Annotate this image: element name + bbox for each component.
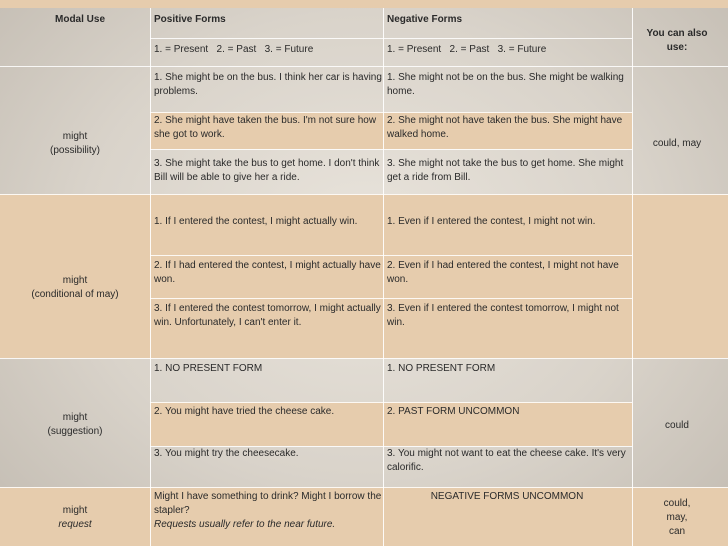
grid-hline (0, 66, 728, 67)
suggestion-positive-2: 2. You might have tried the cheese cake. (154, 406, 335, 417)
conditional-negative-2: 2. Even if I had entered the contest, I might not have won. (387, 260, 619, 285)
suggestion-positive-1: 1. NO PRESENT FORM (154, 363, 263, 374)
conditional-positive-1: 1. If I entered the contest, I might actually win. (154, 216, 358, 227)
modal-request: might request (58, 505, 92, 530)
grid-hline (150, 298, 632, 299)
grid-hline (150, 38, 632, 39)
top-strip (0, 0, 728, 8)
grid-hline (150, 149, 632, 150)
grid-hline (0, 194, 728, 195)
modal-suggestion: might (suggestion) (47, 412, 103, 437)
alt-possibility: could, may (652, 138, 702, 149)
conditional-positive-3: 3. If I entered the contest tomorrow, I might actually win. Unfortunately, I can't enter it. (154, 303, 381, 328)
possibility-positive-3: 3. She might take the bus to get home. I don't think Bill will be able to give her a ride. (154, 158, 380, 183)
alt-request: could, may, can (663, 498, 691, 537)
suggestion-negative-2: 2. PAST FORM UNCOMMON (387, 406, 520, 417)
grid-hline (0, 487, 728, 488)
conditional-positive-2: 2. If I had entered the contest, I might actually have won. (154, 260, 381, 285)
grid-hline (0, 358, 728, 359)
alt-suggestion: could (665, 420, 689, 431)
header-modal-use: Modal Use (55, 14, 106, 25)
grid-vline (632, 8, 633, 546)
possibility-positive-1: 1. She might be on the bus. I think her car is having problems. (154, 72, 382, 97)
grid-hline (150, 402, 632, 403)
negative-tense-key: 1. = Present 2. = Past 3. = Future (387, 44, 547, 55)
request-positive: Might I have something to drink? Might I borrow the stapler? Requests usually refer to the near future. (154, 491, 382, 530)
grid-hline (150, 255, 632, 256)
possibility-negative-1: 1. She might not be on the bus. She might be walking home. (387, 72, 624, 97)
header-negative-forms: Negative Forms (387, 14, 463, 25)
conditional-negative-1: 1. Even if I entered the contest, I might not win. (387, 216, 596, 227)
possibility-negative-3: 3. She might not take the bus to get home. She might get a ride from Bill. (387, 158, 624, 183)
suggestion-positive-3: 3. You might try the cheesecake. (154, 448, 299, 459)
header-positive-forms: Positive Forms (154, 14, 226, 25)
suggestion-negative-1: 1. NO PRESENT FORM (387, 363, 496, 374)
modal-possibility: might (possibility) (49, 131, 100, 156)
positive-tense-key: 1. = Present 2. = Past 3. = Future (154, 44, 314, 55)
grid-hline (150, 112, 632, 113)
grid-vline (383, 8, 384, 546)
header-you-can-also-use: You can also use: (646, 28, 708, 53)
conditional-negative-3: 3. Even if I entered the contest tomorrow, I might not win. (387, 303, 619, 328)
request-negative: NEGATIVE FORMS UNCOMMON (430, 491, 584, 502)
possibility-negative-2: 2. She might not have taken the bus. She might have walked home. (387, 115, 623, 140)
grid-vline (150, 8, 151, 546)
suggestion-negative-3: 3. You might not want to eat the cheese cake. It's very calorific. (387, 448, 626, 473)
modal-conditional: might (conditional of may) (31, 275, 119, 300)
possibility-positive-2: 2. She might have taken the bus. I'm not sure how she got to work. (154, 115, 377, 140)
